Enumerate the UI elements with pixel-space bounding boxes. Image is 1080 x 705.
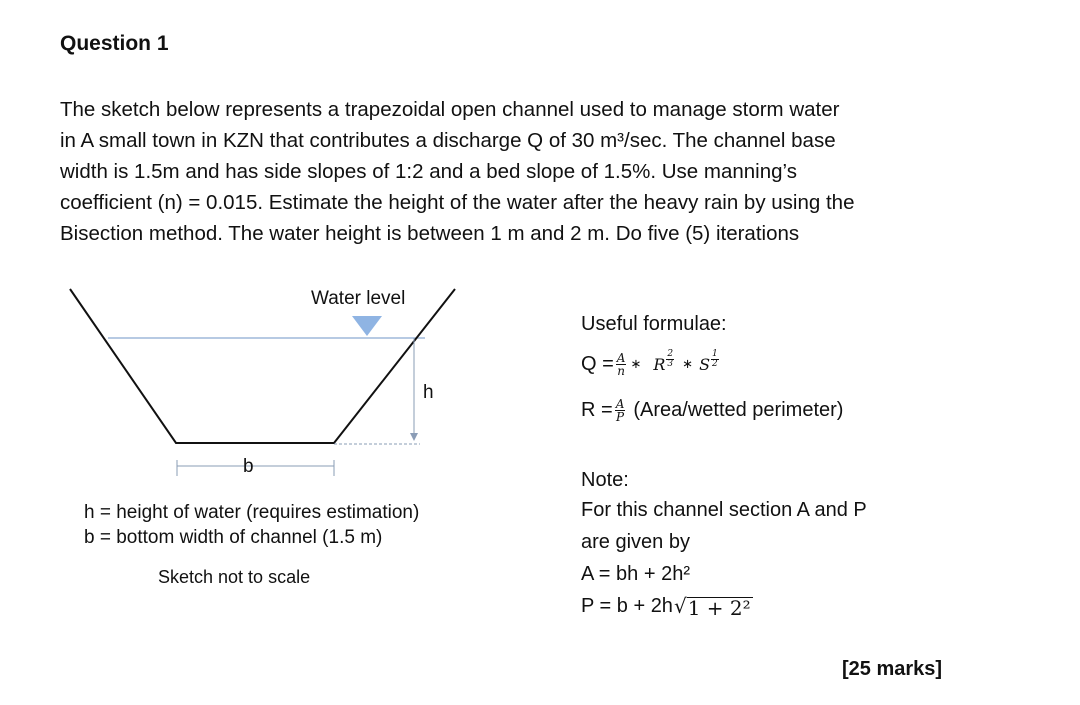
note-line-1-text: For this channel section A and P	[581, 499, 867, 521]
question-title: Question 1	[60, 32, 169, 55]
water-level-marker	[352, 316, 382, 336]
perimeter-root: 1 + 2²	[687, 596, 751, 620]
paragraph-line-2: in A small town in KZN that contributes a discharge Q of 30 m³/sec. The channel base	[60, 129, 836, 152]
marks-total: [25 marks]	[842, 658, 943, 680]
definition-h: h = height of water (requires estimation)	[84, 502, 420, 523]
q-s-exp-num: 1	[712, 348, 718, 359]
q-s-exponent	[711, 350, 719, 369]
formulae-title: Useful formulae:	[581, 313, 727, 335]
q-prefix: Q =	[581, 352, 614, 375]
base-width-label: b	[243, 456, 254, 477]
q-fraction-num: A	[616, 350, 626, 365]
discharge-formula	[581, 344, 721, 384]
definition-b: b = bottom width of channel (1.5 m)	[84, 527, 383, 548]
note-title: Note:	[581, 469, 629, 491]
r-fraction-den: P	[615, 409, 625, 424]
q-r-exponent	[666, 350, 674, 369]
q-star-2: ∗	[682, 356, 694, 371]
q-r-exp-den: 3	[667, 358, 674, 369]
q-star-1: ∗	[630, 356, 642, 371]
perimeter-formula	[581, 594, 753, 618]
sqrt-symbol: √	[673, 594, 687, 618]
water-level-label: Water level	[311, 288, 406, 309]
channel-walls	[70, 289, 455, 443]
q-fraction-den: n	[617, 363, 625, 378]
perimeter-prefix: P = b + 2h	[581, 595, 673, 617]
q-fraction	[616, 352, 627, 377]
paragraph-line-1: The sketch below represents a trapezoidal open channel used to manage storm water	[60, 98, 840, 121]
paragraph-line-3: width is 1.5m and has side slopes of 1:2 and a bed slope of 1.5%. Use manning’s	[60, 160, 797, 183]
q-s-exp-den: 2	[712, 358, 718, 369]
r-fraction-num: A	[615, 396, 625, 411]
r-fraction	[615, 398, 626, 423]
note-line-1	[581, 499, 946, 522]
paragraph-line-4: coefficient (n) = 0.015. Estimate the height of the water after the heavy rain by using the	[60, 191, 855, 214]
height-label: h	[423, 382, 434, 403]
q-s-symbol: S	[699, 354, 711, 374]
q-r-symbol: R	[653, 354, 666, 374]
note-line-2: are given by	[581, 531, 690, 553]
not-to-scale-note: Sketch not to scale	[158, 567, 311, 587]
r-suffix: (Area/wetted perimeter)	[633, 398, 844, 421]
q-r-exp-num: 2	[667, 348, 674, 359]
area-formula: A = bh + 2h²	[581, 563, 690, 585]
r-prefix: R =	[581, 398, 613, 421]
hydraulic-radius-formula	[581, 390, 843, 430]
paragraph-line-5: Bisection method. The water height is between 1 m and 2 m. Do five (5) iterations	[60, 222, 800, 245]
